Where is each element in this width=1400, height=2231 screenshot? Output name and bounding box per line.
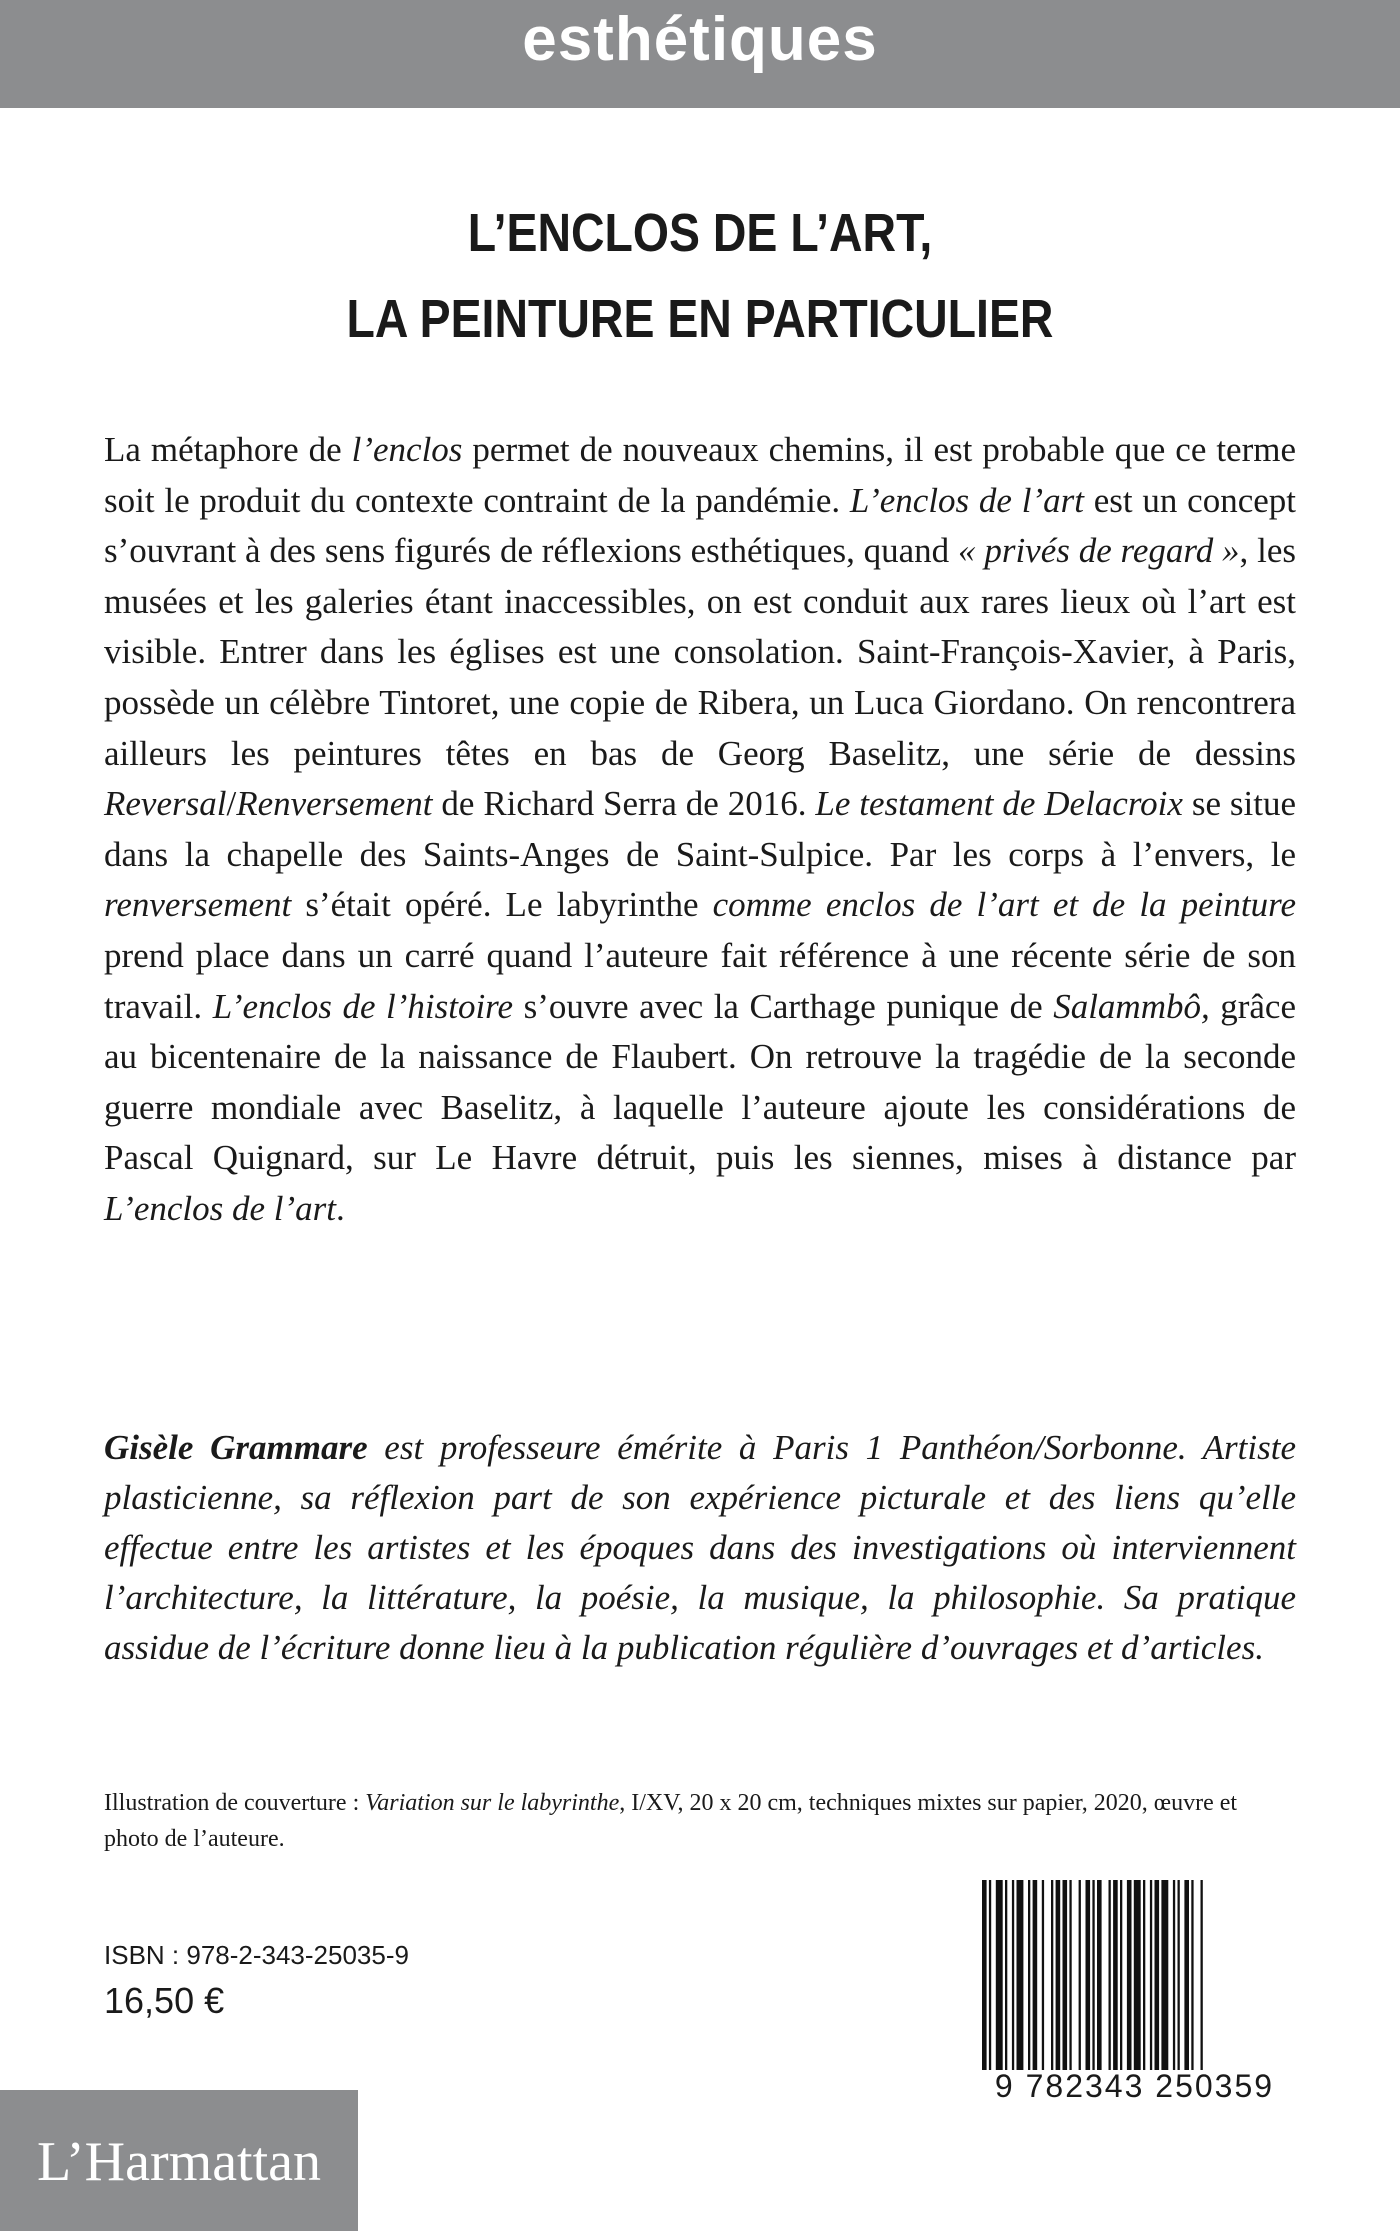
barcode-bar bbox=[1127, 1880, 1132, 2070]
barcode-bar bbox=[1079, 1880, 1081, 2070]
blurb-text-run: , les musées et les galeries étant inaccessibles, on est conduit aux rares lieux où l’art est visible. Entrer dans les églises est une consolation. Saint-François-Xavier, à Paris, possède un célèbre Tintoret, une copie de Ribera, un Luca Giordano. On rencontrera ailleurs les peintures têtes en bas de Georg Baselitz, une série de dessins bbox=[104, 531, 1296, 773]
blurb-text-run: de Richard Serra de 2016. bbox=[432, 784, 816, 824]
blurb-italic-run: L’enclos de l’histoire bbox=[212, 986, 514, 1026]
blurb-text-run: s’ouvre avec la Carthage punique de bbox=[513, 986, 1054, 1026]
blurb-italic-run: Salammbô, bbox=[1053, 986, 1210, 1026]
title-line-2: LA PEINTURE EN PARTICULIER bbox=[346, 289, 1054, 349]
barcode-bar bbox=[1092, 1880, 1094, 2070]
barcode-bar bbox=[1033, 1880, 1038, 2070]
barcode-bar bbox=[989, 1880, 991, 2070]
blurb-text-run: s’était opéré. Le labyrinthe bbox=[291, 885, 713, 925]
blurb-text-run: grâce au bicentenaire de la naissance de Flaubert. On retrouve la tragédie de la seconde guerre mondiale avec Baselitz, à laquelle l’auteure ajoute les considérations de Pascal Quignard, sur Le Havre détruit, puis les siennes, mises à distance par bbox=[104, 986, 1297, 1178]
barcode-bar bbox=[996, 1880, 1003, 2070]
barcode-bar bbox=[1051, 1880, 1053, 2070]
barcode-bar bbox=[1113, 1880, 1118, 2070]
blurb-text-run: se situe dans la chapelle des Saints-Anges de Saint-Sulpice. Par les corps à l’envers, le bbox=[104, 784, 1296, 874]
barcode-bar bbox=[1201, 1880, 1203, 2070]
barcode-bar bbox=[1063, 1880, 1068, 2070]
barcode-bar bbox=[1161, 1880, 1168, 2070]
blurb-italic-run: renversement bbox=[104, 885, 292, 925]
barcode-bar bbox=[1069, 1880, 1071, 2070]
publisher-name: L’Harmattan bbox=[36, 2131, 322, 2193]
blurb-text-run: permet de nouveaux chemins, il est probable que ce terme soit le produit du contexte contraint de la pandémie. bbox=[104, 430, 1297, 520]
author-bio-text: est professeure émérite à Paris 1 Panthéon/Sorbonne. Artiste plasticienne, sa réflexion part de son expérience picturale et des liens qu’elle effectue entre les artistes et les époques dans des investigations où interviennent l’architecture, la littérature, la poésie, la musique, la philosophie. Sa pratique assidue de l’écriture donne lieu à la publication régulière d’ouvrages et d’articles. bbox=[104, 1428, 1296, 1667]
blurb-text-run: prend place dans un carré quand l’auteure fait référence à une récente série de son travail. bbox=[104, 935, 1296, 1026]
barcode-bar bbox=[1150, 1880, 1152, 2070]
barcode-bar bbox=[1178, 1880, 1180, 2070]
barcode-bar bbox=[1134, 1880, 1141, 2070]
barcode bbox=[976, 1880, 1293, 2070]
barcode-bar bbox=[1056, 1880, 1061, 2070]
barcode-bar bbox=[1012, 1880, 1014, 2070]
barcode-digits: 9 782343 250359 bbox=[994, 2068, 1275, 2104]
barcode-bar bbox=[1155, 1880, 1160, 2070]
barcode-bar bbox=[1191, 1880, 1193, 2070]
barcode-bar bbox=[1097, 1880, 1102, 2070]
barcode-bar bbox=[1005, 1880, 1007, 2070]
barcode-bar bbox=[1109, 1880, 1111, 2070]
barcode-bar bbox=[1042, 1880, 1044, 2070]
blurb-text-run: La métaphore de bbox=[104, 430, 352, 469]
barcode-bar bbox=[1143, 1880, 1145, 2070]
barcode-bar bbox=[1086, 1880, 1091, 2070]
title-line-1: L’ENCLOS DE L’ART, bbox=[467, 203, 933, 263]
blurb-italic-run: comme enclos de l’art et de la peinture bbox=[712, 885, 1296, 925]
blurb-text-run: . bbox=[336, 1188, 345, 1228]
barcode-bar bbox=[982, 1880, 987, 2070]
author-name: Gisèle Grammare bbox=[104, 1428, 368, 1467]
blurb-italic-run: Le testament de Delacroix bbox=[815, 784, 1183, 824]
isbn: ISBN : 978-2-343-25035-9 bbox=[104, 1940, 409, 1970]
barcode-bar bbox=[1120, 1880, 1122, 2070]
credit-work-title: Variation sur le labyrinthe bbox=[365, 1790, 620, 1816]
barcode-bar bbox=[1028, 1880, 1030, 2070]
blurb-italic-run: « privés de regard » bbox=[958, 531, 1240, 571]
series-header-band bbox=[0, 0, 1400, 108]
barcode-bar bbox=[1017, 1880, 1024, 2070]
series-name: esthétiques bbox=[522, 5, 878, 74]
blurb-italic-run: Renversement bbox=[236, 784, 433, 824]
blurb-italic-run: Reversal bbox=[104, 784, 227, 824]
blurb-italic-run: l’enclos bbox=[351, 430, 463, 469]
credit-prefix: Illustration de couverture : bbox=[104, 1790, 366, 1816]
credit-details: , I/XV, 20 x 20 cm, techniques mixtes sur papier, 2020, œuvre et photo de l’auteure. bbox=[104, 1790, 1238, 1852]
barcode-bar bbox=[1184, 1880, 1189, 2070]
price: 16,50 € bbox=[104, 1980, 225, 2021]
blurb-italic-run: L’enclos de l’art bbox=[849, 480, 1084, 520]
cover-illustration-credit bbox=[104, 1785, 1296, 1857]
blurb-text-run: est un concept s’ouvrant à des sens figurés de réflexions esthétiques, quand bbox=[104, 480, 1296, 571]
blurb-italic-run: L’enclos de l’art bbox=[104, 1188, 336, 1228]
back-cover-blurb bbox=[104, 425, 1296, 1235]
author-bio bbox=[104, 1423, 1296, 1673]
blurb-text-run: / bbox=[226, 784, 237, 824]
barcode-bar bbox=[1173, 1880, 1175, 2070]
book-title bbox=[184, 190, 1216, 362]
